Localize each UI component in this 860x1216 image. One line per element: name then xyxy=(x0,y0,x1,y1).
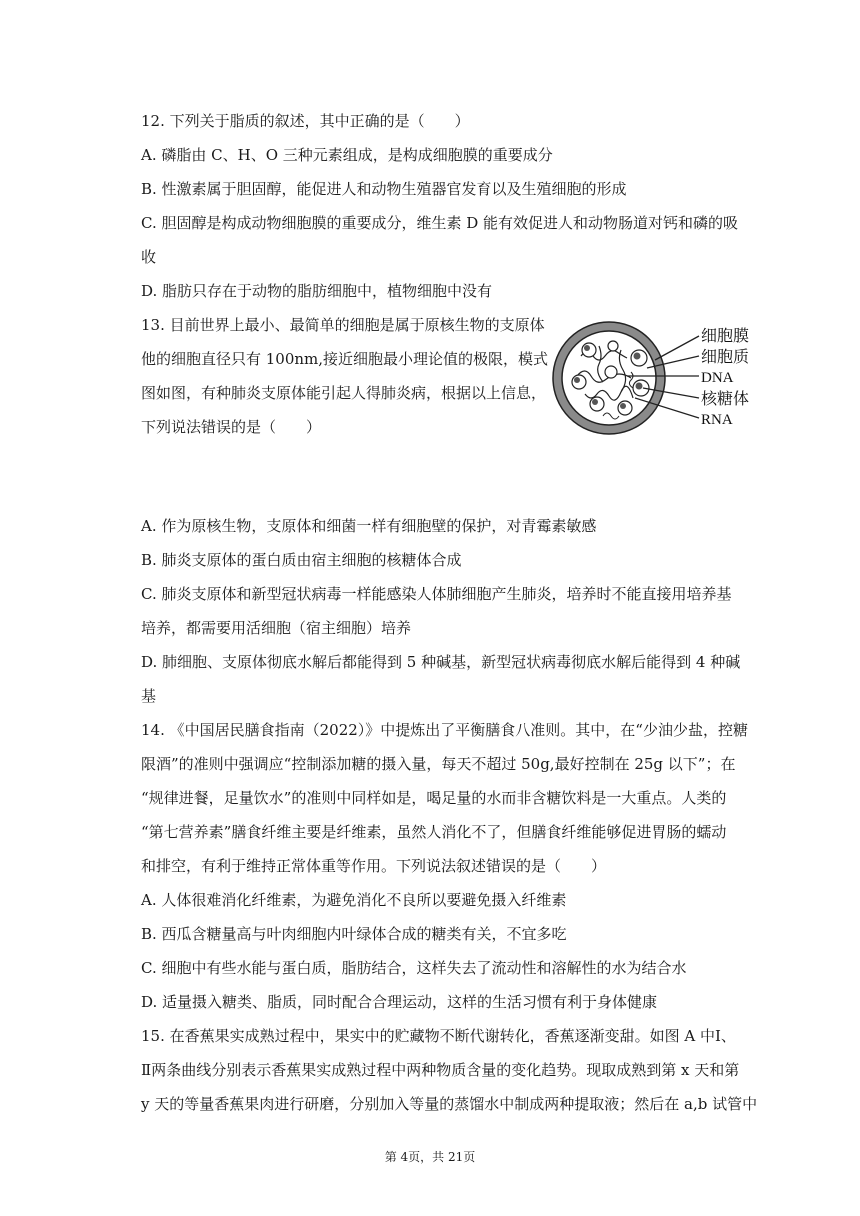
ribosome-core xyxy=(574,377,580,383)
q14-stem-line-2: 限酒”的准则中强调应“控制添加糖的摄入量，每天不超过 50g,最好控制在 25g 以下”；在 xyxy=(141,755,736,773)
label-cell-membrane: 细胞膜 xyxy=(701,326,750,345)
q14-stem-line-5: 和排空，有利于维持正常体重等作用。下列说法叙述错误的是（ ） xyxy=(141,857,607,875)
q13-option-c: C. 肺炎支原体和新型冠状病毒一样能感染人体肺细胞产生肺炎，培养时不能直接用培养基 xyxy=(141,585,732,603)
q14-option-b: B. 西瓜含糖量高与叶肉细胞内叶绿体合成的糖类有关，不宜多吃 xyxy=(141,925,567,943)
q15-stem-line-3: y 天的等量香蕉果肉进行研磨，分别加入等量的蒸馏水中制成两种提取液；然后在 a,b 试管中 xyxy=(141,1095,758,1113)
q13-option-b: B. 肺炎支原体的蛋白质由宿主细胞的核糖体合成 xyxy=(141,551,462,569)
ribosome-core xyxy=(636,383,643,390)
ribosome-core xyxy=(584,345,590,351)
ribosome-core xyxy=(620,403,626,409)
q14-option-d: D. 适量摄入糖类、脂质，同时配合合理运动，这样的生活习惯有利于身体健康 xyxy=(141,993,658,1011)
q13-stem-line-1: 13. 目前世界上最小、最简单的细胞是属于原核生物的支原体 xyxy=(141,316,545,334)
q14-stem-line-4: “第七营养素”膳食纤维主要是纤维素，虽然人消化不了，但膳食纤维能够促进胃肠的蠕动 xyxy=(141,823,727,841)
label-ribosome: 核糖体 xyxy=(701,389,750,408)
q14-stem-line-1: 14. 《中国居民膳食指南（2022）》中提炼出了平衡膳食八准则。其中，在“少油少盐，控糖 xyxy=(141,721,748,739)
label-dna: DNA xyxy=(701,370,734,386)
q14-option-a: A. 人体很难消化纤维素，为避免消化不良所以要避免摄入纤维素 xyxy=(141,891,567,909)
q14-option-c: C. 细胞中有些水能与蛋白质，脂肪结合，这样失去了流动性和溶解性的水为结合水 xyxy=(141,959,687,977)
q12-option-d: D. 脂肪只存在于动物的脂肪细胞中，植物细胞中没有 xyxy=(141,282,493,300)
q13-option-c-cont: 培养，都需要用活细胞（宿主细胞）培养 xyxy=(141,619,412,637)
q13-option-a: A. 作为原核生物，支原体和细菌一样有细胞壁的保护，对青霉素敏感 xyxy=(141,517,597,535)
q13-option-d-cont: 基 xyxy=(141,687,157,705)
q13-stem-line-4: 下列说法错误的是（ ） xyxy=(141,418,322,436)
q12-option-b: B. 性激素属于胆固醇，能促进人和动物生殖器官发育以及生殖细胞的形成 xyxy=(141,180,627,198)
q12-option-c: C. 胆固醇是构成动物细胞膜的重要成分，维生素 D 能有效促进人和动物肠道对钙和磷的吸 xyxy=(141,214,739,232)
q13-stem-line-3: 图如图，有种肺炎支原体能引起人得肺炎病，根据以上信息， xyxy=(141,384,547,402)
q14-stem-line-3: “规律进餐，足量饮水”的准则中同样如是，喝足量的水而非含糖饮料是一大重点。人类的 xyxy=(141,789,727,807)
ribosome xyxy=(608,341,618,351)
ribosome-core xyxy=(634,353,641,360)
label-cytoplasm: 细胞质 xyxy=(701,347,750,366)
q13-option-d: D. 肺细胞、支原体彻底水解后都能得到 5 种碱基，新型冠状病毒彻底水解后能得到 4 种碱 xyxy=(141,653,741,671)
q15-stem-line-2: Ⅱ两条曲线分别表示香蕉果实成熟过程中两种物质含量的变化趋势。现取成熟到第 x 天和第 xyxy=(141,1061,740,1079)
mycoplasma-diagram xyxy=(551,316,783,440)
ribosome xyxy=(605,366,617,378)
q12-stem: 12. 下列关于脂质的叙述，其中正确的是（ ） xyxy=(141,112,470,130)
q12-option-a: A. 磷脂由 C、H、O 三种元素组成，是构成细胞膜的重要成分 xyxy=(141,146,553,164)
q12-option-c-cont: 收 xyxy=(141,248,157,266)
page-footer: 第 4页，共 21页 xyxy=(384,1150,476,1164)
q13-stem-line-2: 他的细胞直径只有 100nm,接近细胞最小理论值的极限，模式 xyxy=(141,350,549,368)
ribosome-core xyxy=(592,399,598,405)
label-rna: RNA xyxy=(701,412,733,428)
q15-stem-line-1: 15. 在香蕉果实成熟过程中，果实中的贮藏物不断代谢转化，香蕉逐渐变甜。如图 A 中Ⅰ、 xyxy=(141,1027,736,1045)
pointer-membrane xyxy=(655,336,699,360)
